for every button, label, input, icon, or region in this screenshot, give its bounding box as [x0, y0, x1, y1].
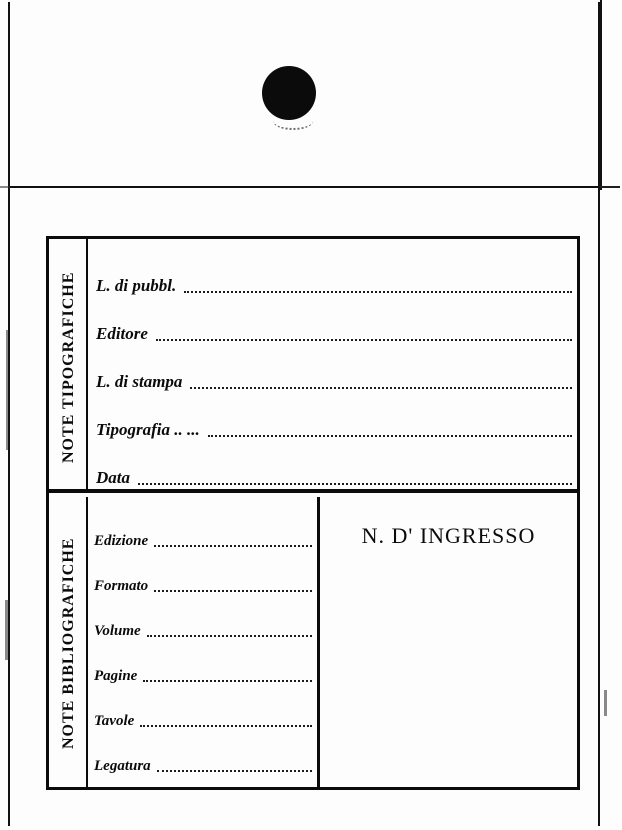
ingresso-title: N. D' INGRESSO	[361, 523, 536, 548]
field-label-tavole: Tavole	[94, 713, 135, 729]
field-input-volume[interactable]	[147, 634, 312, 637]
card-right-rule	[600, 0, 602, 190]
field-row-tipografia[interactable]	[96, 396, 572, 444]
field-label-edizione: Edizione	[94, 533, 149, 549]
field-row-volume[interactable]	[94, 598, 312, 643]
scan-artifact	[0, 186, 10, 188]
field-label-luogo-pubblicazione: L. di pubbl.	[96, 276, 177, 295]
field-input-tipografia[interactable]	[208, 434, 572, 437]
field-row-editore[interactable]	[96, 300, 572, 348]
scan-artifact	[604, 690, 607, 716]
punch-hole-shadow	[273, 112, 313, 130]
typographic-label-separator	[86, 239, 88, 493]
field-label-data: Data	[96, 468, 130, 487]
field-row-luogo-pubblicazione[interactable]	[96, 252, 572, 300]
field-input-formato[interactable]	[154, 589, 312, 592]
bibliographic-fields	[94, 508, 312, 780]
field-label-legatura: Legatura	[94, 758, 151, 774]
field-label-volume: Volume	[94, 623, 141, 639]
section-title-note-bibliografiche: NOTE BIBLIOGRAFICHE	[60, 537, 77, 749]
field-row-edizione[interactable]	[94, 508, 312, 553]
field-label-pagine: Pagine	[94, 668, 138, 684]
field-label-formato: Formato	[94, 578, 149, 594]
typographic-fields	[96, 252, 572, 486]
field-input-data[interactable]	[138, 482, 572, 485]
field-input-editore[interactable]	[156, 338, 572, 341]
field-row-formato[interactable]	[94, 553, 312, 598]
field-label-editore: Editore	[96, 324, 148, 343]
field-input-legatura[interactable]	[157, 769, 312, 772]
field-input-tavole[interactable]	[140, 724, 312, 727]
ingresso-box[interactable]	[320, 497, 577, 787]
field-input-luogo-pubblicazione[interactable]	[184, 290, 572, 293]
scan-artifact	[5, 600, 8, 660]
field-row-luogo-stampa[interactable]	[96, 348, 572, 396]
field-input-pagine[interactable]	[143, 679, 312, 682]
bibliographic-label-separator	[86, 497, 88, 787]
scan-artifact	[600, 186, 620, 188]
field-input-luogo-stampa[interactable]	[190, 386, 572, 389]
field-input-edizione[interactable]	[154, 544, 312, 547]
field-row-pagine[interactable]	[94, 643, 312, 688]
field-row-tavole[interactable]	[94, 688, 312, 733]
card-horizontal-fold-line	[8, 186, 620, 188]
scan-artifact	[6, 330, 8, 450]
field-label-tipografia: Tipografia .. ...	[96, 420, 200, 439]
section-title-note-tipografiche: NOTE TIPOGRAFICHE	[60, 271, 77, 463]
field-row-legatura[interactable]	[94, 733, 312, 778]
field-row-data[interactable]	[96, 444, 572, 492]
field-label-luogo-stampa: L. di stampa	[96, 372, 183, 391]
